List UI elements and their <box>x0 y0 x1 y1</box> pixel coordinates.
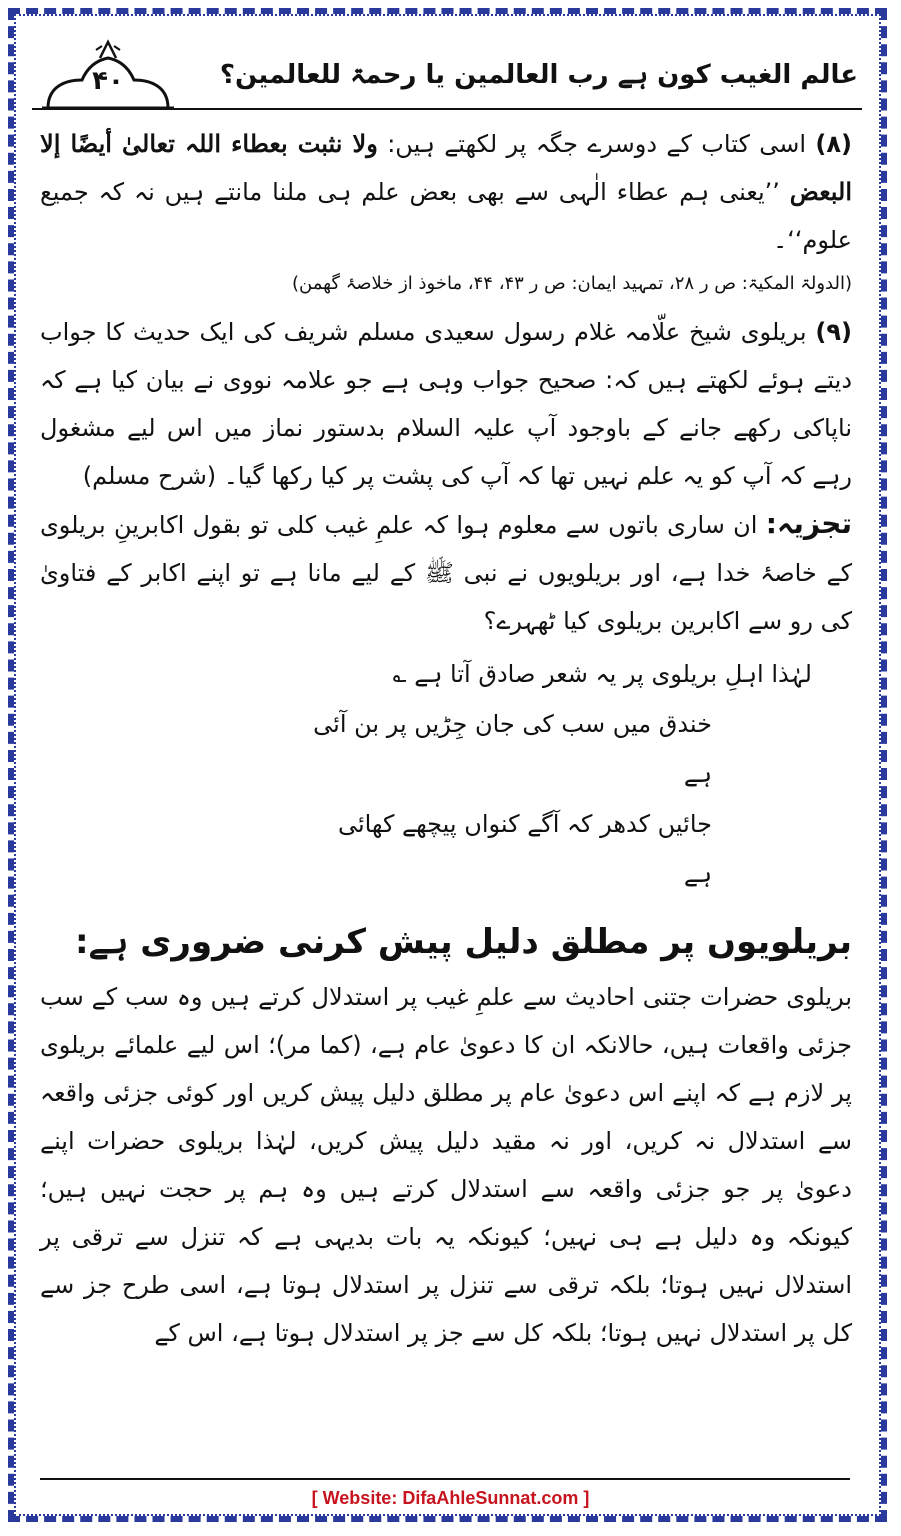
item-8 <box>40 120 852 264</box>
running-title: عالم الغیب کون ہے رب العالمین یا رحمۃ للعالمین؟ <box>219 60 858 90</box>
verse-line-2: جائیں کدھر کہ آگے کنواں پیچھے کھائی ہے <box>337 810 712 888</box>
verse-intro: لہٰذا اہلِ بریلوی پر یہ شعر صادق آتا ہے ؎ <box>392 660 812 688</box>
analysis <box>40 500 852 645</box>
final-paragraph: بریلوی حضرات جتنی احادیث سے علمِ غیب پر استدلال کرتے ہیں وہ سب کے سب جزئی واقعات ہیں، حالانکہ ان کا دعویٰ عام ہے، (کما مر)؛ اس لیے علمائے بریلوی پر لازم ہے کہ اپنے اس دعویٰ عام پر مطلق دلیل پیش کریں اور کوئی جزئی واقعہ سے استدلال نہ کریں، اور نہ مقید دلیل پیش کریں، لہٰذا بریلوی حضرات اپنے دعویٰ پر جو جزئی واقعہ سے استدلال کرتے ہیں وہ ہم پر حجت نہیں ہیں؛ کیونکہ وہ دلیل ہے ہی نہیں؛ کیونکہ یہ بات بدیہی ہے کہ تنزل سے ترقی پر استدلال نہیں ہوتا؛ بلکہ ترقی سے تنزل پر استدلال ہوتا ہے، اسی طرح جز سے کل پر استدلال نہیں ہوتا؛ بلکہ کل سے جز پر استدلال ہوتا ہے، اس کے <box>40 983 852 1347</box>
item-8-translation: ’’یعنی ہم عطاء الٰہی سے بھی بعض علم ہی ملنا مانتے ہیں نہ کہ جمیع علوم‘‘۔ <box>40 178 852 254</box>
item-8-intro: اسی کتاب کے دوسرے جگہ پر لکھتے ہیں: <box>387 130 807 158</box>
item-9-text: بریلوی شیخ علّامہ غلام رسول سعیدی مسلم شریف کی ایک حدیث کا جواب دیتے ہوئے لکھتے ہیں کہ: صحیح جواب وہی ہے جو علامہ نووی نے بیان کیا ہے کہ ناپاکی رکھے جانے کے باوجود آپ علیہ السلام بدستور نماز میں اس لیے مشغول رہے کہ آپ کو یہ علم نہیں تھا کہ آپ کی پشت پر کیا رکھا گیا۔ <box>40 318 852 490</box>
footer-divider <box>40 1478 850 1480</box>
reference-1: (الدولۃ المکیۃ: ص ر ۲۸، تمہید ایمان: ص ر ۴۳، ۴۴، ماخوذ از خلاصۂ گھمن) <box>291 273 852 294</box>
section-heading: بریلویوں پر مطلق دلیل پیش کرنی ضروری ہے: <box>74 922 852 962</box>
item-9-reference: (شرح مسلم) <box>82 462 217 490</box>
header-divider <box>32 108 862 110</box>
analysis-label: تجزیہ: <box>765 507 852 540</box>
item-8-arabic: ولا نثبت بعطاء اللہ تعالیٰ أیضًا إلا البعض <box>40 129 852 206</box>
analysis-text: ان ساری باتوں سے معلوم ہوا کہ علمِ غیب کلی تو بقول اکابرینِ بریلوی کے خاصۂ خدا ہے، اور بریلویوں نے نبی ﷺ کے لیے مانا ہے تو اپنے اکابر کے فتاویٰ کی رو سے اکابرین بریلوی کیا ٹھہرے؟ <box>40 511 852 635</box>
verse-block <box>312 649 812 899</box>
main-content <box>40 120 852 1357</box>
page-number: ۴۰ <box>92 66 124 96</box>
page-header <box>32 32 862 110</box>
page-number-badge <box>38 36 178 110</box>
verse-line-1: خندق میں سب کی جان جِڑیں پر بن آئی ہے <box>313 710 712 788</box>
item-9-number: (۹) <box>815 318 852 346</box>
footer-website: [ Website: DifaAhleSunnat.com ] <box>311 1488 590 1508</box>
item-8-number: (۸) <box>815 130 852 158</box>
item-9 <box>40 308 852 500</box>
